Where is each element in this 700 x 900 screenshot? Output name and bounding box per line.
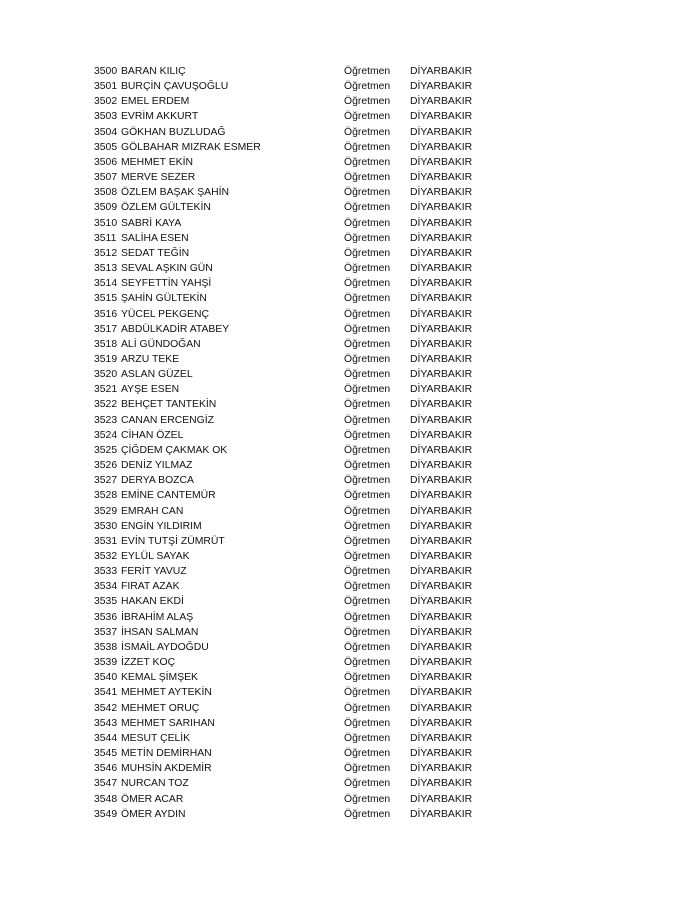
row-number: 3509 [94,202,118,214]
list-row [94,307,514,322]
row-number: 3536 [94,611,118,623]
list-row [94,200,514,215]
list-row [94,792,514,807]
row-number: 3539 [94,657,118,669]
row-number: 3505 [94,141,118,153]
list-row [94,746,514,761]
person-name: SABRİ KAYA [121,217,182,229]
city-name: DİYARBAKIR [410,414,473,426]
city-name: DİYARBAKIR [410,141,473,153]
row-number: 3517 [94,323,118,335]
person-name: CİHAN ÖZEL [121,429,184,441]
job-title: Öğretmen [344,444,391,456]
person-name: METİN DEMİRHAN [121,748,212,760]
list-row [94,776,514,791]
row-number: 3531 [94,535,118,547]
row-number: 3506 [94,156,118,168]
person-name: MEHMET AYTEKİN [121,687,212,699]
city-name: DİYARBAKIR [410,293,473,305]
row-number: 3508 [94,187,118,199]
job-title: Öğretmen [344,96,391,108]
job-title: Öğretmen [344,808,391,820]
row-number: 3537 [94,626,118,638]
row-number: 3545 [94,748,118,760]
row-number: 3538 [94,641,118,653]
list-row [94,125,514,140]
list-row [94,382,514,397]
person-name: BEHÇET TANTEKİN [121,399,217,411]
city-name: DİYARBAKIR [410,263,473,275]
row-number: 3516 [94,308,118,320]
job-title: Öğretmen [344,657,391,669]
person-name: MEHMET ORUÇ [121,702,200,714]
person-name: DERYA BOZCA [121,475,194,487]
person-name: MERVE SEZER [121,172,196,184]
row-number: 3533 [94,566,118,578]
person-name: EMEL ERDEM [121,96,190,108]
list-row [94,64,514,79]
job-title: Öğretmen [344,596,391,608]
person-name: MEHMET SARIHAN [121,717,215,729]
list-row [94,458,514,473]
city-name: DİYARBAKIR [410,232,473,244]
city-name: DİYARBAKIR [410,505,473,517]
row-number: 3528 [94,490,118,502]
job-title: Öğretmen [344,247,391,259]
person-name: BURÇİN ÇAVUŞOĞLU [121,81,229,93]
list-row [94,716,514,731]
row-number: 3547 [94,778,118,790]
row-number: 3540 [94,672,118,684]
city-name: DİYARBAKIR [410,172,473,184]
row-number: 3525 [94,444,118,456]
city-name: DİYARBAKIR [410,687,473,699]
row-number: 3526 [94,460,118,472]
job-title: Öğretmen [344,308,391,320]
list-row [94,352,514,367]
job-title: Öğretmen [344,505,391,517]
job-title: Öğretmen [344,81,391,93]
row-number: 3524 [94,429,118,441]
person-name: İZZET KOÇ [121,657,176,669]
city-name: DİYARBAKIR [410,247,473,259]
person-name: FIRAT AZAK [121,581,180,593]
row-number: 3542 [94,702,118,714]
job-title: Öğretmen [344,566,391,578]
list-row [94,428,514,443]
city-name: DİYARBAKIR [410,308,473,320]
job-title: Öğretmen [344,414,391,426]
list-row [94,216,514,231]
list-row [94,473,514,488]
list-row [94,276,514,291]
city-name: DİYARBAKIR [410,278,473,290]
job-title: Öğretmen [344,399,391,411]
list-row [94,549,514,564]
job-title: Öğretmen [344,475,391,487]
person-name: SEDAT TEĞİN [121,247,190,259]
list-row [94,610,514,625]
city-name: DİYARBAKIR [410,156,473,168]
job-title: Öğretmen [344,232,391,244]
job-title: Öğretmen [344,323,391,335]
row-number: 3548 [94,793,118,805]
row-number: 3527 [94,475,118,487]
person-name: DENİZ YILMAZ [121,460,193,472]
person-name: ABDÜLKADİR ATABEY [121,323,230,335]
city-name: DİYARBAKIR [410,520,473,532]
city-name: DİYARBAKIR [410,96,473,108]
job-title: Öğretmen [344,687,391,699]
list-row [94,488,514,503]
city-name: DİYARBAKIR [410,81,473,93]
list-row [94,579,514,594]
city-name: DİYARBAKIR [410,672,473,684]
list-row [94,94,514,109]
row-number: 3534 [94,581,118,593]
person-name: YÜCEL PEKGENÇ [121,308,209,320]
person-name: SEYFETTİN YAHŞİ [121,278,212,290]
list-row [94,761,514,776]
city-name: DİYARBAKIR [410,717,473,729]
job-title: Öğretmen [344,641,391,653]
list-row [94,79,514,94]
job-title: Öğretmen [344,429,391,441]
list-row [94,185,514,200]
job-title: Öğretmen [344,626,391,638]
person-name: ARZU TEKE [121,353,180,365]
person-name: AYŞE ESEN [121,384,180,396]
job-title: Öğretmen [344,581,391,593]
person-name: GÖKHAN BUZLUDAĞ [121,126,226,138]
person-name: ASLAN GÜZEL [121,369,193,381]
city-name: DİYARBAKIR [410,626,473,638]
city-name: DİYARBAKIR [410,808,473,820]
job-title: Öğretmen [344,611,391,623]
row-number: 3504 [94,126,118,138]
person-name: MUHSİN AKDEMİR [121,763,212,775]
city-name: DİYARBAKIR [410,429,473,441]
list-row [94,291,514,306]
row-number: 3507 [94,172,118,184]
row-number: 3532 [94,551,118,562]
row-number: 3518 [94,338,118,350]
job-title: Öğretmen [344,490,391,502]
city-name: DİYARBAKIR [410,111,473,123]
list-row [94,519,514,534]
job-title: Öğretmen [344,353,391,365]
city-name: DİYARBAKIR [410,732,473,744]
person-name: İSMAİL AYDOĞDU [121,641,209,653]
row-number: 3530 [94,520,118,532]
job-title: Öğretmen [344,217,391,229]
list-row [94,109,514,124]
person-name: HAKAN EKDİ [121,596,184,608]
city-name: DİYARBAKIR [410,535,473,547]
personnel-list [94,64,514,822]
row-number: 3522 [94,399,118,411]
row-number: 3512 [94,247,118,259]
row-number: 3514 [94,278,118,290]
job-title: Öğretmen [344,156,391,168]
row-number: 3535 [94,596,118,608]
job-title: Öğretmen [344,748,391,760]
list-row [94,625,514,640]
person-name: SALİHA ESEN [121,232,189,244]
city-name: DİYARBAKIR [410,581,473,593]
row-number: 3544 [94,732,118,744]
list-row [94,670,514,685]
job-title: Öğretmen [344,702,391,714]
job-title: Öğretmen [344,66,391,77]
row-number: 3543 [94,717,118,729]
list-row [94,701,514,716]
job-title: Öğretmen [344,793,391,805]
list-row [94,685,514,700]
list-row [94,231,514,246]
person-name: ÖMER AYDIN [121,808,186,820]
row-number: 3546 [94,763,118,775]
row-number: 3521 [94,384,118,396]
person-name: EYLÜL SAYAK [121,551,190,562]
city-name: DİYARBAKIR [410,566,473,578]
city-name: DİYARBAKIR [410,475,473,487]
person-name: ÖZLEM GÜLTEKİN [121,202,211,214]
list-row [94,731,514,746]
job-title: Öğretmen [344,202,391,214]
job-title: Öğretmen [344,111,391,123]
person-name: EVRİM AKKURT [121,111,199,123]
city-name: DİYARBAKIR [410,202,473,214]
person-name: EMRAH CAN [121,505,184,517]
city-name: DİYARBAKIR [410,126,473,138]
job-title: Öğretmen [344,732,391,744]
person-name: FERİT YAVUZ [121,566,187,578]
row-number: 3500 [94,66,118,77]
person-name: MEHMET EKİN [121,156,193,168]
job-title: Öğretmen [344,763,391,775]
row-number: 3541 [94,687,118,699]
city-name: DİYARBAKIR [410,338,473,350]
list-row [94,322,514,337]
person-name: EMİNE CANTEMÜR [121,490,216,502]
list-row [94,807,514,822]
person-name: ALİ GÜNDOĞAN [121,338,201,350]
list-row [94,413,514,428]
row-number: 3520 [94,369,118,381]
row-number: 3503 [94,111,118,123]
list-row [94,170,514,185]
job-title: Öğretmen [344,187,391,199]
city-name: DİYARBAKIR [410,702,473,714]
row-number: 3513 [94,263,118,275]
list-row [94,534,514,549]
list-row [94,397,514,412]
person-name: CANAN ERCENGİZ [121,414,214,426]
person-name: İHSAN SALMAN [121,626,199,638]
list-row [94,337,514,352]
row-number: 3510 [94,217,118,229]
person-name: BARAN KILIÇ [121,66,186,77]
city-name: DİYARBAKIR [410,596,473,608]
city-name: DİYARBAKIR [410,187,473,199]
city-name: DİYARBAKIR [410,460,473,472]
city-name: DİYARBAKIR [410,657,473,669]
row-number: 3515 [94,293,118,305]
city-name: DİYARBAKIR [410,353,473,365]
person-name: ÇİĞDEM ÇAKMAK OK [121,444,228,456]
job-title: Öğretmen [344,520,391,532]
city-name: DİYARBAKIR [410,323,473,335]
job-title: Öğretmen [344,338,391,350]
row-number: 3529 [94,505,118,517]
list-row [94,564,514,579]
city-name: DİYARBAKIR [410,763,473,775]
city-name: DİYARBAKIR [410,611,473,623]
job-title: Öğretmen [344,126,391,138]
list-row [94,504,514,519]
person-name: SEVAL AŞKIN GÜN [121,263,213,275]
job-title: Öğretmen [344,141,391,153]
job-title: Öğretmen [344,263,391,275]
city-name: DİYARBAKIR [410,641,473,653]
row-number: 3511 [94,232,117,244]
list-row [94,140,514,155]
list-row [94,594,514,609]
job-title: Öğretmen [344,551,391,562]
list-row [94,261,514,276]
job-title: Öğretmen [344,293,391,305]
job-title: Öğretmen [344,672,391,684]
city-name: DİYARBAKIR [410,66,473,77]
job-title: Öğretmen [344,717,391,729]
person-name: ÖMER ACAR [121,793,184,805]
person-name: ÖZLEM BAŞAK ŞAHİN [121,187,229,199]
city-name: DİYARBAKIR [410,793,473,805]
job-title: Öğretmen [344,778,391,790]
job-title: Öğretmen [344,384,391,396]
row-number: 3523 [94,414,118,426]
list-row [94,443,514,458]
job-title: Öğretmen [344,369,391,381]
city-name: DİYARBAKIR [410,778,473,790]
list-row [94,155,514,170]
city-name: DİYARBAKIR [410,444,473,456]
person-name: NURCAN TOZ [121,778,189,790]
list-row [94,367,514,382]
list-row [94,246,514,261]
person-name: MESUT ÇELİK [121,732,191,744]
list-row [94,640,514,655]
city-name: DİYARBAKIR [410,217,473,229]
person-name: ENGİN YILDIRIM [121,520,202,532]
job-title: Öğretmen [344,278,391,290]
job-title: Öğretmen [344,460,391,472]
job-title: Öğretmen [344,172,391,184]
person-name: KEMAL ŞİMŞEK [121,672,198,684]
job-title: Öğretmen [344,535,391,547]
city-name: DİYARBAKIR [410,748,473,760]
row-number: 3502 [94,96,118,108]
row-number: 3501 [94,81,118,93]
person-name: ŞAHİN GÜLTEKİN [121,293,207,305]
list-row [94,655,514,670]
person-name: EVİN TUTŞİ ZÜMRÜT [121,535,225,547]
city-name: DİYARBAKIR [410,384,473,396]
city-name: DİYARBAKIR [410,490,473,502]
person-name: GÖLBAHAR MIZRAK ESMER [121,141,261,153]
row-number: 3549 [94,808,118,820]
person-name: İBRAHİM ALAŞ [121,611,194,623]
city-name: DİYARBAKIR [410,369,473,381]
city-name: DİYARBAKIR [410,551,473,562]
city-name: DİYARBAKIR [410,399,473,411]
row-number: 3519 [94,353,118,365]
